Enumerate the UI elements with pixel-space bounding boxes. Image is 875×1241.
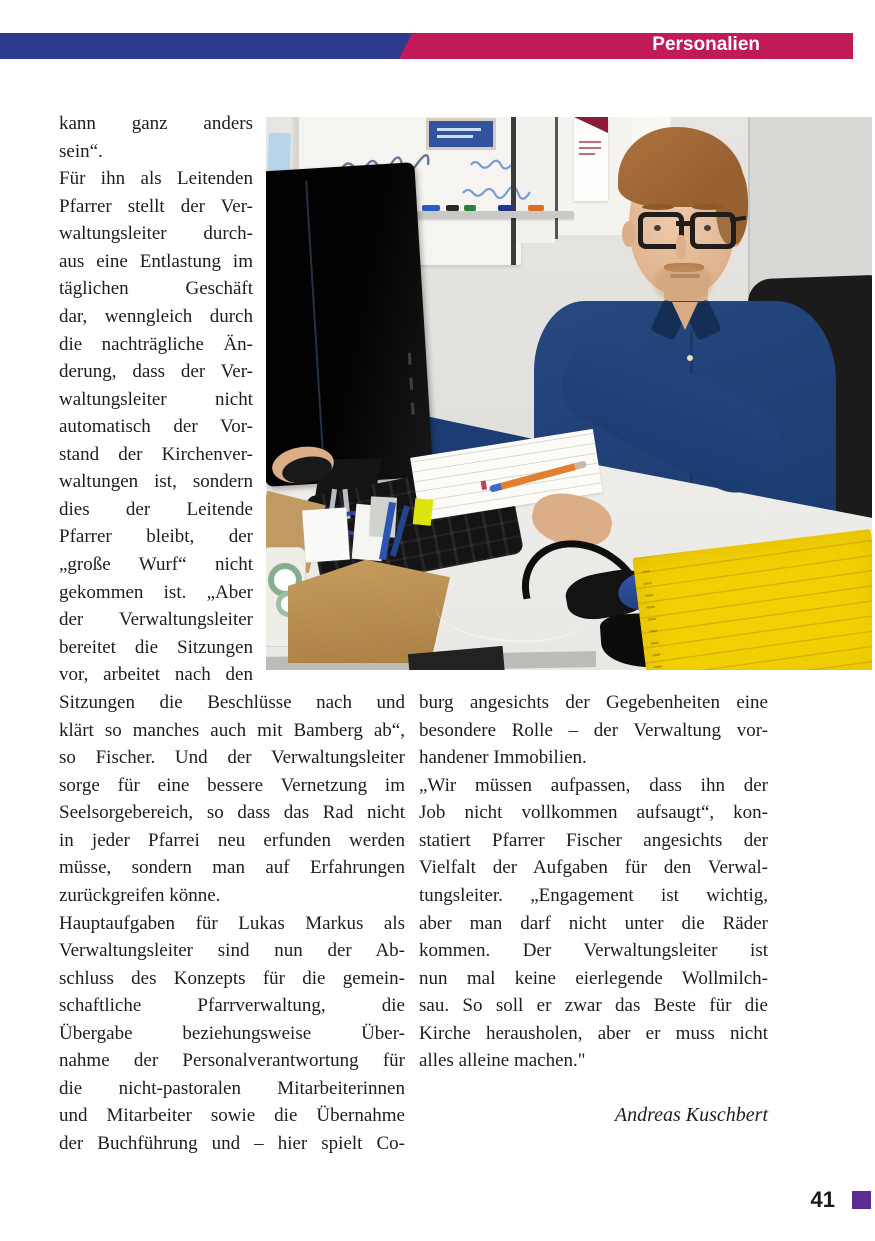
photo-monitor-seam	[305, 181, 324, 461]
text-line: waltungsleiter nicht	[59, 388, 253, 410]
text-line: kann ganz anders	[59, 113, 253, 134]
photo-glasses-bridge	[676, 221, 692, 226]
page-number: 41	[810, 1187, 835, 1212]
text-line: Übergabe beziehungsweise Über-	[59, 1022, 405, 1044]
photo-person-eyebrow	[692, 204, 724, 210]
text-line: Seelsorgebereich, so dass das Rad nicht	[59, 802, 405, 824]
text-line: Verwaltungsleiter sind nun der Ab-	[59, 940, 405, 962]
photo-marker-black	[446, 205, 459, 211]
text-line: bereitet die Sitzungen	[59, 636, 253, 658]
photo-person-beard	[654, 265, 712, 303]
text-line: derung, dass der Ver-	[59, 361, 253, 383]
photo-sign-text-line	[437, 128, 481, 131]
left-text-column	[59, 689, 405, 1158]
text-line: kommen. Der Verwaltungsleiter ist	[419, 940, 768, 962]
photo-monitor-back	[266, 162, 433, 487]
photo-person-nose	[676, 235, 686, 259]
text-line: waltungsleiter durch-	[59, 223, 253, 245]
photo-white-cards	[302, 508, 350, 563]
text-line: die nachträgliche Än-	[59, 333, 253, 355]
photo-shirt-button	[687, 355, 693, 361]
text-line: in jeder Pfarrei neu erfunden werden	[59, 829, 405, 851]
photo-marker-tray	[414, 211, 574, 218]
text-line: alles alleine machen."	[419, 1050, 586, 1072]
text-line: burg angesichts der Gegebenheiten eine	[419, 692, 768, 713]
photo-hanging-flyer	[574, 117, 608, 201]
text-line: klärt so manches auch mit Bamberg ab“,	[59, 719, 405, 741]
text-line: handener Immobilien.	[419, 747, 587, 769]
header-bar	[0, 33, 853, 59]
text-line: statiert Pfarrer Fischer angesichts der	[419, 829, 768, 851]
section-title: Personalien	[652, 34, 760, 55]
text-line: Pfarrer bleibt, der	[59, 526, 253, 548]
photo-board-edge-2	[555, 117, 558, 239]
text-line: sein“.	[59, 140, 103, 162]
photo-monitor-button	[411, 403, 415, 415]
text-line: vor, arbeitet nach den	[59, 664, 253, 686]
text-line: sau. So soll er zwar das Beste für die	[419, 995, 768, 1017]
text-line: die nicht-pastoralen Mitarbeiterinnen	[59, 1077, 405, 1099]
photo-marker-navy	[498, 205, 513, 211]
text-line: zurückgreifen könne.	[59, 884, 221, 906]
photo-flyer-text-line	[579, 147, 601, 149]
text-line: dar, wenngleich durch	[59, 305, 253, 327]
text-line: Hauptaufgaben für Lukas Markus als	[59, 912, 405, 934]
text-line: Vielfalt der Aufgaben für den Verwal-	[419, 857, 768, 879]
photo-neon-sticky	[413, 498, 434, 526]
photo-marker-green	[464, 205, 476, 211]
narrow-text-column	[59, 110, 253, 689]
photo-marker-orange	[528, 205, 544, 211]
photo-sign-text-line	[437, 135, 473, 138]
article-photo	[266, 117, 872, 670]
photo-notepad-holes	[641, 560, 665, 670]
text-line: aus eine Entlastung im	[59, 250, 253, 272]
photo-monitor-button	[409, 378, 413, 390]
text-line: sorge für eine bessere Vernetzung im	[59, 774, 405, 796]
text-line: Job nicht vollkommen aufsaugt“, kon-	[419, 802, 768, 824]
photo-flyer-text-line	[579, 153, 595, 155]
text-line: stand der Kirchenver-	[59, 443, 253, 465]
text-line: „Wir müssen aufpassen, dass ihn der	[419, 774, 768, 796]
text-line: so Fischer. Und der Verwaltungsleiter	[59, 747, 405, 769]
text-line: waltungen ist, sondern	[59, 471, 253, 493]
text-line: und Mitarbeiter sowie die Übernahme	[59, 1105, 405, 1127]
page-corner-square	[852, 1191, 871, 1209]
text-line: schaftliche Pfarrverwaltung, die	[59, 995, 405, 1017]
text-line: schluss des Konzepts für die gemein-	[59, 967, 405, 989]
photo-marker-blue	[422, 205, 440, 211]
header-bar-blue-segment	[0, 33, 412, 59]
photo-person-eyebrow	[642, 204, 674, 210]
author-byline: Andreas Kuschbert	[614, 1104, 768, 1126]
photo-paper-red-mark	[481, 480, 487, 490]
text-line: müsse, sondern man auf Erfahrungen	[59, 857, 405, 879]
right-text-column	[419, 689, 768, 1075]
text-line: Pfarrer stellt der Ver-	[59, 195, 253, 217]
photo-board-edge	[511, 117, 516, 265]
text-line: dies der Leitende	[59, 498, 253, 520]
photo-blue-sign	[426, 118, 496, 150]
text-line: Kirche herausholen, aber er muss nicht	[419, 1022, 768, 1044]
text-line: automatisch der Vor-	[59, 416, 253, 438]
text-line: nahme der Personalverantwortung für	[59, 1050, 405, 1072]
text-line: Für ihn als Leitenden	[59, 168, 253, 190]
photo-flyer-triangle	[574, 117, 608, 133]
text-line: aber man darf nicht unter die Räder	[419, 912, 768, 934]
text-line: der Verwaltungsleiter	[59, 609, 253, 631]
text-line: tungsleiter. „Engagement ist wichtig,	[419, 884, 768, 906]
text-line: gekommen ist. „Aber	[59, 581, 253, 603]
text-line: nun mal keine eierlegende Wollmilch-	[419, 967, 768, 989]
text-line: der Buchführung und – hier spielt Co-	[59, 1133, 405, 1154]
text-line: besondere Rolle – der Verwaltung vor-	[419, 719, 768, 741]
text-line: „große Wurf“ nicht	[59, 554, 253, 575]
photo-flyer-text-line	[579, 141, 601, 143]
text-line: täglichen Geschäft	[59, 278, 253, 300]
text-line: Sitzungen die Beschlüsse nach und	[59, 692, 405, 713]
photo-person-ear	[622, 221, 636, 247]
photo-monitor-button	[408, 353, 412, 365]
